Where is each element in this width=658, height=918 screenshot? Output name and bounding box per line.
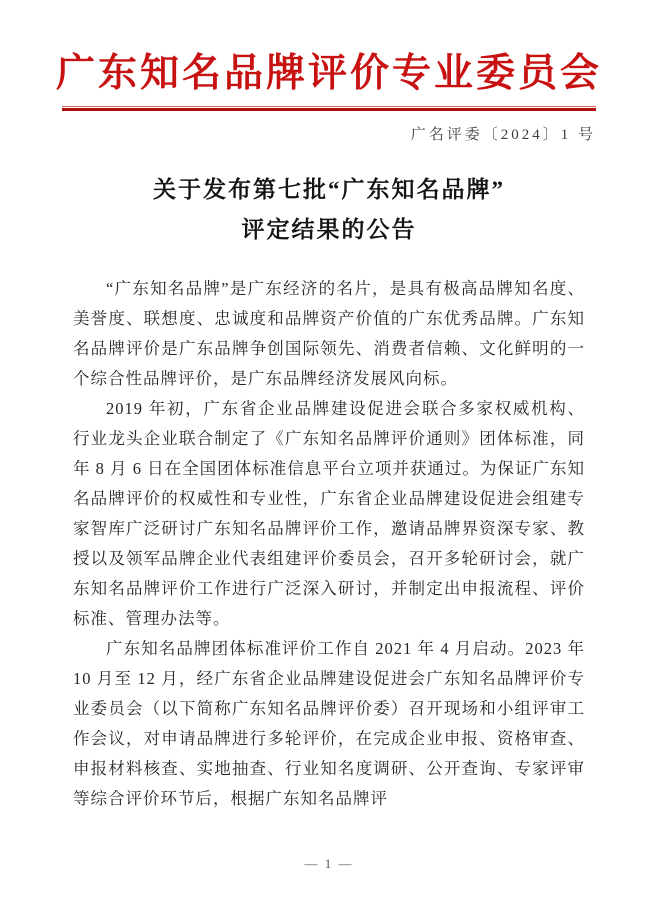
document-title bbox=[0, 170, 658, 250]
body-paragraph: 2019 年初，广东省企业品牌建设促进会联合多家权威机构、行业龙头企业联合制定了《广东知名品牌评价通则》团体标准，同年 8 月 6 日在全国团体标准信息平台立项并获通过。为保证广东知名品牌评价的权威性和专业性，广东省企业品牌建设促进会组建专家智库广泛研讨广东知名品牌评价工作，邀请品牌界资深专家、教授以及领军品牌企业代表组建评价委员会，召开多轮研讨会，就广东知名品牌评价工作进行广泛深入研讨，并制定出申报流程、评价标准、管理办法等。 bbox=[73, 399, 585, 629]
document-title-line1: 关于发布第七批“广东知名品牌” bbox=[153, 177, 505, 203]
document-body bbox=[73, 274, 585, 814]
document-number: 广名评委〔2024〕1 号 bbox=[410, 127, 596, 144]
body-paragraph: “广东知名品牌”是广东经济的名片，是具有极高品牌知名度、美誉度、联想度、忠诚度和品牌资产价值的广东优秀品牌。广东知名品牌评价是广东品牌争创国际领先、消费者信赖、文化鲜明的一个综合性品牌评价，是广东品牌经济发展风向标。 bbox=[73, 279, 585, 389]
letterhead bbox=[0, 0, 658, 144]
document-title-line2: 评定结果的公告 bbox=[241, 217, 417, 243]
organization-name: 广东知名品牌评价专业委员会 bbox=[55, 52, 602, 95]
letterhead-rule bbox=[62, 106, 596, 112]
body-paragraph: 广东知名品牌团体标准评价工作自 2021 年 4 月启动。2023 年 10 月至 12 月，经广东省企业品牌建设促进会广东知名品牌评价专业委员会（以下简称广东知名品牌评价委）召开现场和小组评审工作会议，对申请品牌进行多轮评价，在完成企业申报、资格审查、申报材料核查、实地抽查、行业知名度调研、公开查询、专家评审等综合评价环节后，根据广东知名品牌评 bbox=[73, 639, 586, 809]
letterhead-rule-thick bbox=[62, 108, 596, 112]
page-number: — 1 — bbox=[304, 856, 354, 871]
letterhead-rule-thin bbox=[62, 106, 596, 107]
